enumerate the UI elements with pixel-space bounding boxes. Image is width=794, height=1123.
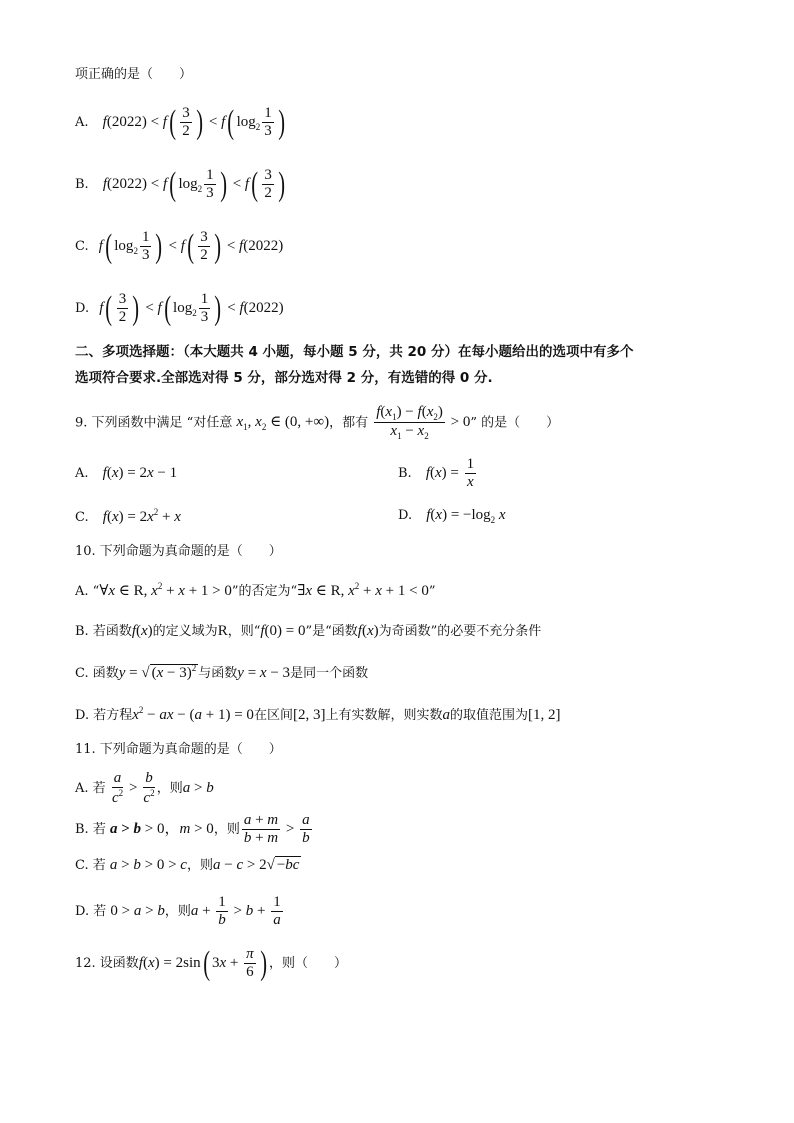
q12-stem: 12. 设函数f(x) = 2sin( 3x + $\frac{\pi}{6}$ ) ，则（ ） (75, 944, 347, 982)
option-label: D. (75, 301, 90, 317)
q9-option-d: D. $f(x) = -\log_2$ x (398, 507, 506, 525)
text: 与函数 (198, 666, 238, 681)
q11-stem: 11. 下列命题为真命题的是（ ） (75, 742, 282, 757)
text: D. 若 (75, 904, 107, 920)
q9-option-c: C. $f(x) = 2x^2 + x$ (75, 507, 181, 525)
text: 12. 设函数 (75, 956, 139, 972)
text: ，则 (186, 858, 213, 873)
q10-option-c: C. 函数y = √ $(x - 3)^2$ 与函数y = x − 3是同一个函数 (75, 663, 369, 681)
q10-stem: 10. 下列命题为真命题的是（ ） (75, 544, 282, 559)
text: B. 若函数 (75, 624, 132, 639)
q10-option-d: D. 若方程$x^2$ − ax − (a + 1) = 0在区间[2, 3]上有实数解，则实数a的取值范围为[1, 2] (75, 705, 561, 723)
text: 上有实数解，则实数 (325, 708, 443, 723)
text: ，则“ (227, 624, 261, 639)
text: 为奇函数”的必要不充分条件 (378, 624, 542, 639)
q9-stem-suffix: ” 的是（ ） (470, 415, 560, 431)
text: 的定义域为 (152, 624, 218, 639)
text: 在区间 (253, 708, 293, 723)
q10-option-b: B. 若函数f(x)的定义域为R，则“f(0) = 0”是“函数f(x)为奇函数”的必要不充分条件 (75, 623, 542, 639)
text: C. 若 (75, 858, 106, 873)
text: ，则（ ） (268, 956, 347, 972)
text: D. 若方程 (75, 708, 133, 723)
q8-option-a: A. f(2022) < f( $\frac{3}{2}$ ) < f( $\log_2$ $\frac{1}{3}$ ) (75, 103, 285, 141)
option-label: A. (75, 115, 89, 131)
text: A. “ (75, 584, 100, 599)
text: A. 若 (75, 781, 106, 797)
section-heading-line1: 二、多项选择题：（本大题共 4 小题，每小题 5 分，共 20 分）在每小题给出的选项中有多个 (75, 344, 634, 360)
q8-option-c: C. f( $\log_2$ $\frac{1}{3}$ ) < f( $\frac{3}{2}$ ) < f(2022) (75, 227, 284, 265)
text: B. 若 (75, 822, 106, 838)
option-label: A. (75, 466, 89, 481)
option-label: C. (75, 239, 89, 255)
q11-option-b: B. 若 a > b > 0，m > 0，则 $\frac{a + m}{b + m}$ > $\frac{a}{b}$ (75, 812, 310, 847)
q9-stem-prefix: 9. 下列函数中满足 “对任意 (75, 415, 233, 431)
q9-option-b: B. f(x) = $\frac{1}{x}$ (398, 456, 475, 491)
text: 是同一个函数 (290, 666, 369, 681)
q11-option-a: A. 若 $\frac{a}{c^2}$ > $\frac{b}{c^2}$ ，则a > b (75, 770, 214, 807)
q8-option-d: D. f( $\frac{3}{2}$ ) < f( $\log_2$ $\frac{1}{3}$ ) < f(2022) (75, 289, 284, 327)
option-label: C. (75, 510, 89, 525)
q10-option-a: A. “∀x ∈ R, $x^2 + x + 1 > 0$”的否定为“∃x ∈ R, $x^2 + x + 1 < 0$” (75, 581, 436, 599)
text: ，则 (213, 822, 240, 838)
text: C. 函数 (75, 666, 119, 681)
text: ”的否定为“ (231, 584, 298, 599)
text: ” (428, 584, 436, 599)
q9-option-a: A. f(x) = 2x − 1 (75, 465, 178, 481)
text: 的取值范围为 (449, 708, 528, 723)
option-label: B. (398, 466, 412, 482)
q8-option-b: B. f(2022) < f( $\log_2$ $\frac{1}{3}$ ) < f( $\frac{3}{2}$ ) (75, 165, 285, 203)
text: ，则 (164, 904, 191, 920)
q11-option-d: D. 若 0 > a > b，则a + $\frac{1}{b}$ > b + $\frac{1}{a}$ (75, 894, 281, 929)
q9-stem: 9. 下列函数中满足 “对任意 $x_1$, $x_2$ ∈ (0, +∞)，都有 $\frac{f(x_1) - f(x_2)}{x_1 - x_2}$ > 0” 的是（ ） (75, 404, 560, 442)
question-continuation: 项正确的是（ ） (75, 67, 193, 82)
option-label: B. (75, 177, 89, 193)
text: ”是“函数 (305, 624, 358, 639)
q9-stem-mid: ，都有 (329, 415, 369, 431)
section-heading-line2: 选项符合要求.全部选对得 5 分，部分选对得 2 分，有选错的得 0 分. (75, 370, 493, 386)
q11-option-c: C. 若 a > b > 0 > c，则a − c > 2√ −bc (75, 857, 300, 873)
option-label: D. (398, 508, 413, 523)
text: ，则 (156, 781, 183, 797)
